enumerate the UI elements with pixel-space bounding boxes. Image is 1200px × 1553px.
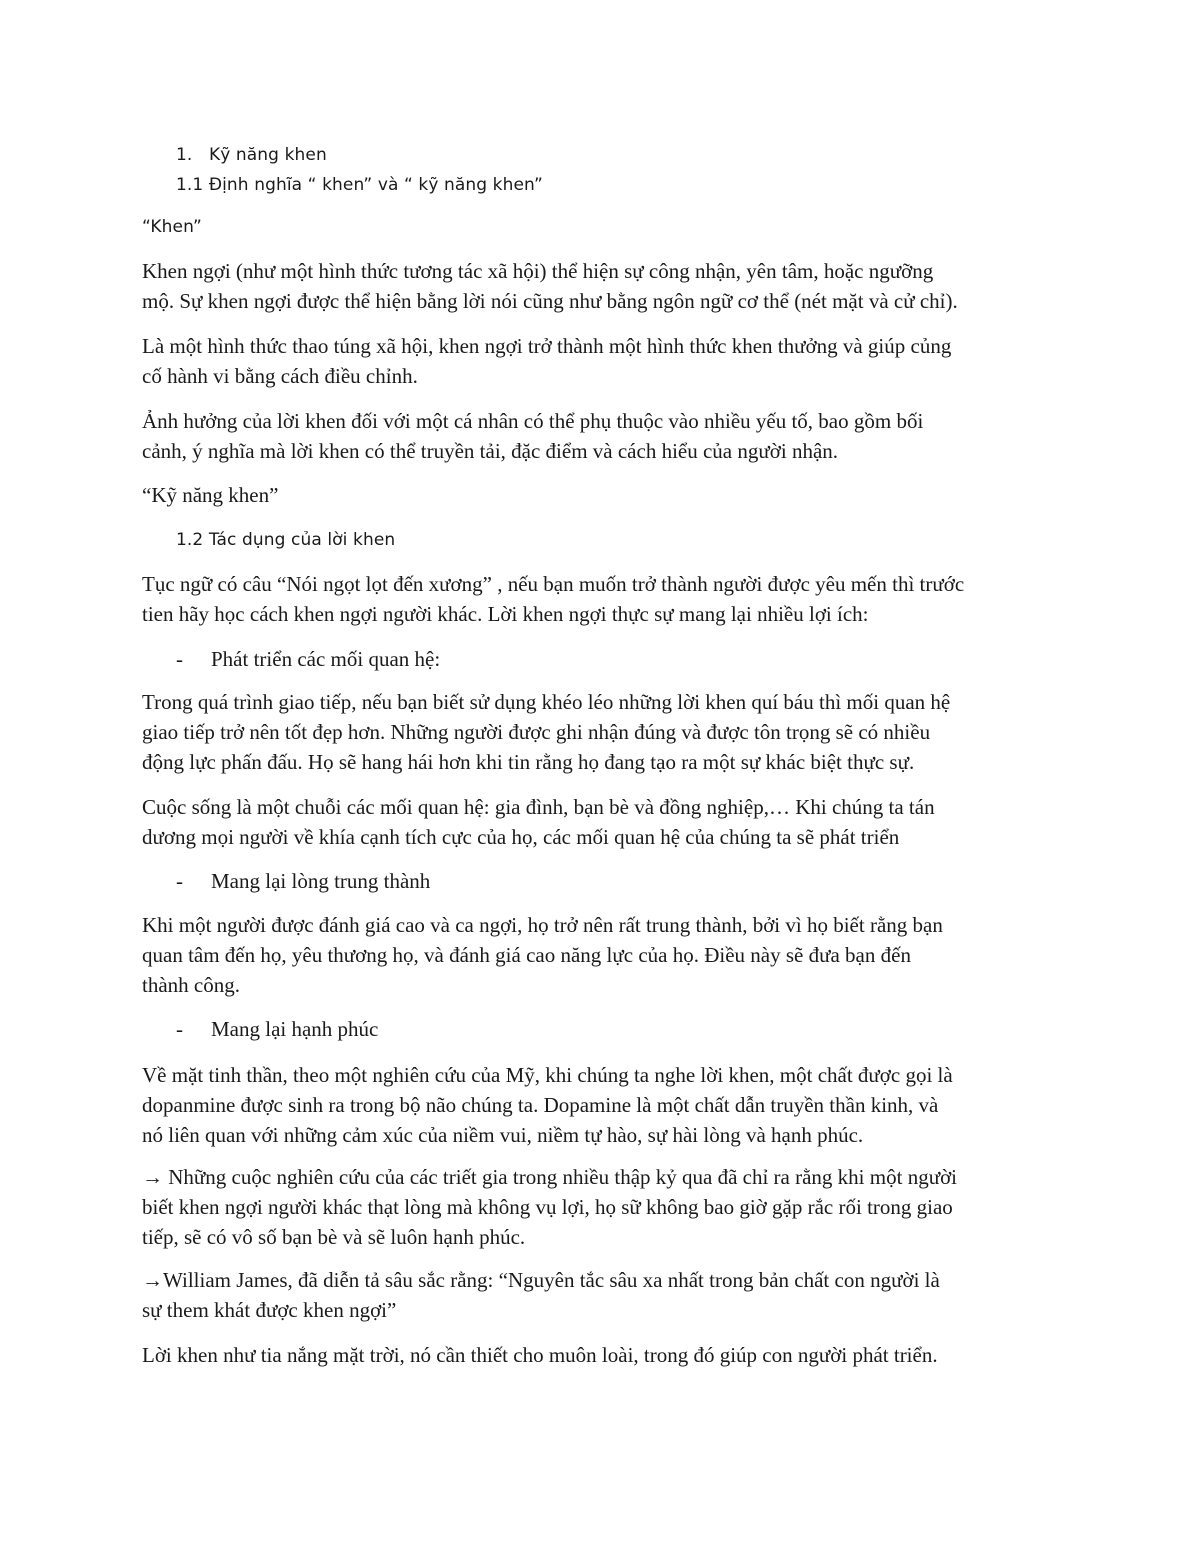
label-khen: “Khen” bbox=[142, 217, 202, 237]
bullet-dash: - bbox=[176, 1017, 183, 1041]
bullet-dash: - bbox=[176, 647, 183, 671]
para2-line: cố hành vi bằng cách điều chỉnh. bbox=[142, 364, 418, 388]
para7-line: Khi một người được đánh giá cao và ca ngợi, họ trở nên rất trung thành, bởi vì họ biết rằng bạn bbox=[142, 913, 943, 937]
bullet-text: Mang lại lòng trung thành bbox=[211, 869, 431, 893]
para7-line: quan tâm đến họ, yêu thương họ, và đánh giá cao năng lực của họ. Điều này sẽ đưa bạn đến bbox=[142, 943, 911, 967]
para9-line: biết khen ngợi người khác thạt lòng mà không vụ lợi, họ sữ không bao giờ gặp rắc rối trong giao bbox=[142, 1195, 953, 1219]
heading-1-number: 1. bbox=[176, 145, 193, 165]
heading-1-1: 1.1 Định nghĩa “ khen” và “ kỹ năng khen” bbox=[176, 175, 543, 195]
para5-line: giao tiếp trở nên tốt đẹp hơn. Những người được ghi nhận đúng và được tôn trọng sẽ có nhiều bbox=[142, 720, 931, 744]
para10-line: →William James, đã diễn tả sâu sắc rằng: “Nguyên tắc sâu xa nhất trong bản chất con người là bbox=[142, 1268, 940, 1292]
heading-1 bbox=[176, 145, 327, 165]
bullet-item bbox=[176, 1017, 378, 1042]
bullet-item bbox=[176, 647, 440, 672]
para3-line: Ảnh hưởng của lời khen đối với một cá nhân có thể phụ thuộc vào nhiều yếu tố, bao gồm bối bbox=[142, 409, 924, 433]
para5-line: động lực phấn đấu. Họ sẽ hang hái hơn khi tin rằng họ đang tạo ra một sự khác biệt thực sự. bbox=[142, 750, 915, 774]
para4-line: tien hãy học cách khen ngợi người khác. Lời khen ngợi thực sự mang lại nhiều lợi ích: bbox=[142, 602, 869, 626]
bullet-item bbox=[176, 869, 430, 894]
para3-line: cảnh, ý nghĩa mà lời khen có thể truyền tải, đặc điểm và cách hiểu của người nhận. bbox=[142, 439, 839, 463]
para9-line: → Những cuộc nghiên cứu của các triết gia trong nhiều thập kỷ qua đã chỉ ra rằng khi một người bbox=[142, 1165, 958, 1189]
para11-line: Lời khen như tia nắng mặt trời, nó cần thiết cho muôn loài, trong đó giúp con người phát triển. bbox=[142, 1343, 938, 1367]
bullet-dash: - bbox=[176, 869, 183, 893]
para1-line: Khen ngợi (như một hình thức tương tác xã hội) thể hiện sự công nhận, yên tâm, hoặc ngưỡng bbox=[142, 259, 934, 283]
label-ky-nang-khen: “Kỹ năng khen” bbox=[142, 483, 279, 507]
heading-1-text: Kỹ năng khen bbox=[209, 145, 327, 165]
para7-line: thành công. bbox=[142, 973, 240, 997]
para9-line: tiếp, sẽ có vô số bạn bè và sẽ luôn hạnh phúc. bbox=[142, 1225, 526, 1249]
para2-line: Là một hình thức thao túng xã hội, khen ngợi trở thành một hình thức khen thưởng và giúp củng bbox=[142, 334, 952, 358]
para6-line: dương mọi người về khía cạnh tích cực của họ, các mối quan hệ của chúng ta sẽ phát triển bbox=[142, 825, 900, 849]
heading-1-2: 1.2 Tác dụng của lời khen bbox=[176, 530, 396, 550]
para8-line: dopanmine được sinh ra trong bộ não chúng ta. Dopamine là một chất dẫn truyền thần kinh, và bbox=[142, 1093, 939, 1117]
para6-line: Cuộc sống là một chuỗi các mối quan hệ: gia đình, bạn bè và đồng nghiệp,… Khi chúng ta tán bbox=[142, 795, 935, 819]
para8-line: nó liên quan với những cảm xúc của niềm vui, niềm tự hào, sự hài lòng và hạnh phúc. bbox=[142, 1123, 864, 1147]
para5-line: Trong quá trình giao tiếp, nếu bạn biết sử dụng khéo léo những lời khen quí báu thì mối quan hệ bbox=[142, 690, 951, 714]
bullet-text: Phát triển các mối quan hệ: bbox=[211, 647, 441, 671]
para1-line: mộ. Sự khen ngợi được thể hiện bằng lời nói cũng như bằng ngôn ngữ cơ thể (nét mặt và cử chỉ). bbox=[142, 289, 958, 313]
bullet-text: Mang lại hạnh phúc bbox=[211, 1017, 379, 1041]
para4-line: Tục ngữ có câu “Nói ngọt lọt đến xương” , nếu bạn muốn trở thành người được yêu mến thì trước bbox=[142, 572, 965, 596]
para10-line: sự them khát được khen ngợi” bbox=[142, 1298, 397, 1322]
para8-line: Về mặt tinh thần, theo một nghiên cứu của Mỹ, khi chúng ta nghe lời khen, một chất được gọi là bbox=[142, 1063, 953, 1087]
